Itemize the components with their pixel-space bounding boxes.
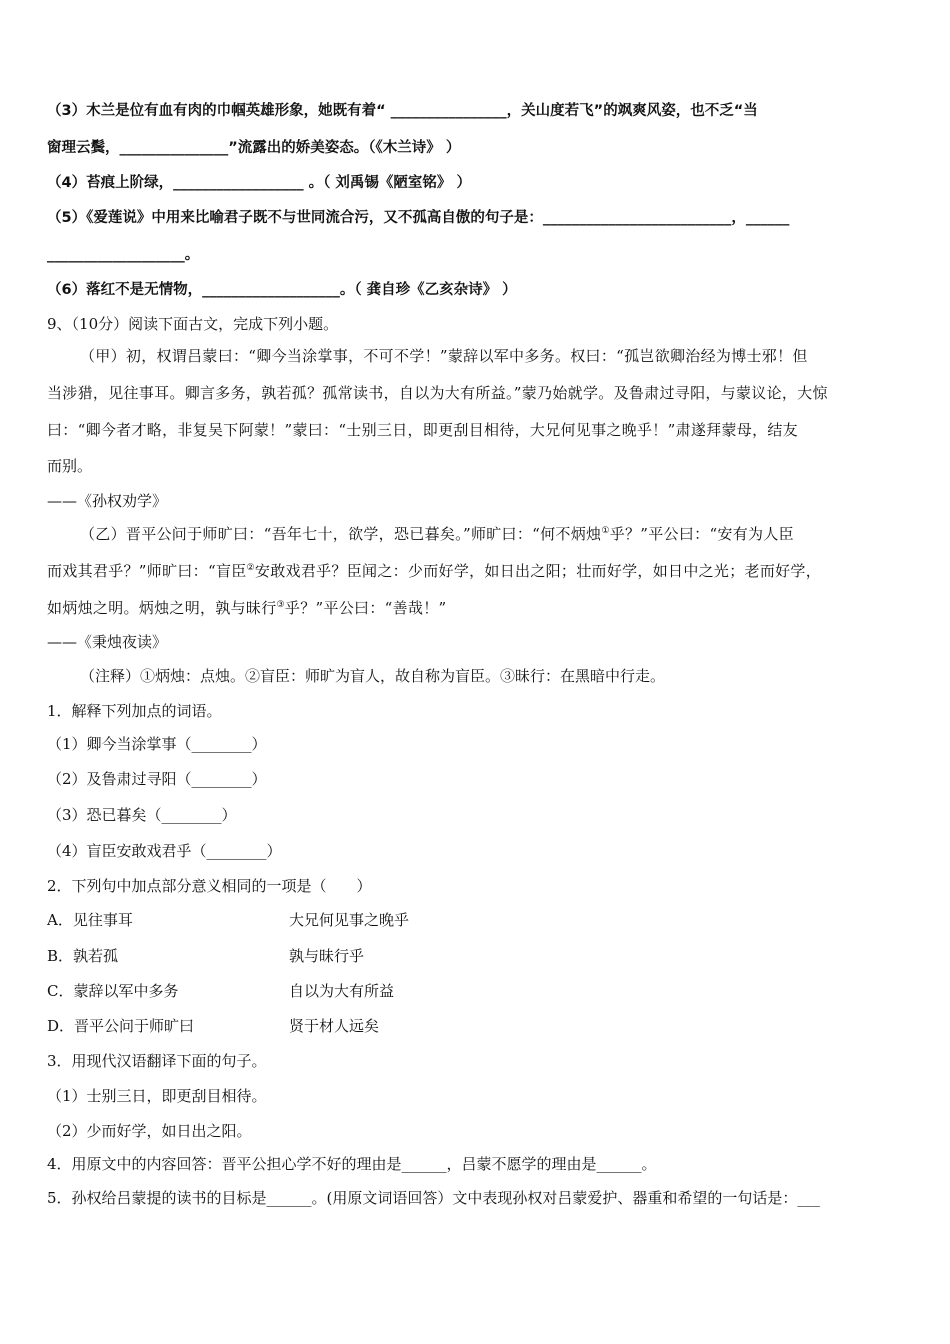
passage-yi-line: 而戏其君乎？”师旷曰：“盲臣②安敢戏君乎？臣闻之：少而好学，如日出之阳；壮而好学，如日中之光；老而好学， [47, 562, 822, 580]
annotation-note: （注释）①炳烛：点烛。②盲臣：师旷为盲人，故自称为盲臣。③昧行：在黑暗中行走。 [80, 667, 666, 685]
q8-item6: （6）落红不是无情物，___________________。（ 龚自珍《乙亥杂诗》 ） [47, 282, 517, 298]
sub2-option-b: B．孰若孤 孰与昧行乎 [47, 947, 365, 965]
sub2-option-c: C．蒙辞以军中多务 自以为大有所益 [47, 982, 395, 1000]
sub3-item: （2）少而好学，如日出之阳。 [47, 1122, 252, 1140]
sub2-title: 2．下列句中加点部分意义相同的一项是（ ） [47, 877, 372, 895]
passage-jia-line: 而别。 [47, 457, 93, 475]
sub2-option-d: D．晋平公问于师旷曰 贤于材人远矣 [47, 1017, 380, 1035]
passage-yi-line: （乙）晋平公问于师旷曰：“吾年七十，欲学，恐已暮矣。”师旷曰：“何不炳烛①乎？”平公曰：“安有为人臣 [80, 525, 794, 543]
sub5-question: 5．孙权给吕蒙提的读书的目标是______。(用原文词语回答）文中表现孙权对吕蒙爱护、器重和希望的一句话是：___ [47, 1189, 820, 1207]
q8-item3-line1: （3）木兰是位有血有肉的巾帼英雄形象，她既有着“ ________________，关山度若飞”的飒爽风姿，也不乏“当 [47, 103, 758, 119]
passage-yi-source: ——《秉烛夜读》 [47, 633, 168, 651]
sub1-item: （1）卿今当涂掌事（________） [47, 735, 267, 753]
passage-jia-line: （甲）初，权谓吕蒙曰：“卿今当涂掌事，不可不学！”蒙辞以军中多务。权曰：“孤岂欲卿治经为博士邪！但 [80, 347, 808, 365]
sub2-option-a: A．见往事耳 大兄何见事之晚乎 [47, 911, 410, 929]
sub1-item: （4）盲臣安敢戏君乎（________） [47, 842, 282, 860]
q8-item5-line1: （5）《爱莲说》中用来比喻君子既不与世同流合污，又不孤高自傲的句子是：__________________________，______ [47, 210, 790, 226]
sub3-title: 3．用现代汉语翻译下面的句子。 [47, 1052, 267, 1070]
footnote-mark: ③ [276, 600, 285, 610]
sub1-item: （3）恐已暮矣（________） [47, 806, 237, 824]
footnote-mark: ② [246, 563, 255, 573]
passage-jia-source: ——《孙权劝学》 [47, 492, 168, 510]
q9-header: 9、（10分）阅读下面古文，完成下列小题。 [47, 315, 339, 333]
sub4-question: 4．用原文中的内容回答：晋平公担心学不好的理由是______，吕蒙不愿学的理由是______。 [47, 1155, 657, 1173]
q8-item3-line2: 窗理云鬓，_______________”流露出的娇美姿态。（《木兰诗》 ） [47, 140, 461, 156]
q8-item4: （4）苔痕上阶绿，__________________ 。（ 刘禹锡《陋室铭》 ） [47, 175, 471, 191]
footnote-mark: ① [601, 526, 610, 536]
passage-jia-line: 曰：“卿今者才略，非复吴下阿蒙！”蒙曰：“士别三日，即更刮目相待，大兄何见事之晚乎！”肃遂拜蒙母，结友 [47, 421, 798, 439]
passage-jia-line: 当涉猎，见往事耳。卿言多务，孰若孤？孤常读书，自以为大有所益。”蒙乃始就学。及鲁肃过寻阳，与蒙议论，大惊 [47, 384, 828, 402]
q8-item5-line2: ___________________。 [47, 247, 200, 263]
sub1-title: 1．解释下列加点的词语。 [47, 702, 222, 720]
passage-yi-line: 如炳烛之明。炳烛之明，孰与昧行③乎？”平公曰：“善哉！” [47, 599, 447, 617]
sub1-item: （2）及鲁肃过寻阳（________） [47, 770, 267, 788]
sub3-item: （1）士别三日，即更刮目相待。 [47, 1087, 267, 1105]
